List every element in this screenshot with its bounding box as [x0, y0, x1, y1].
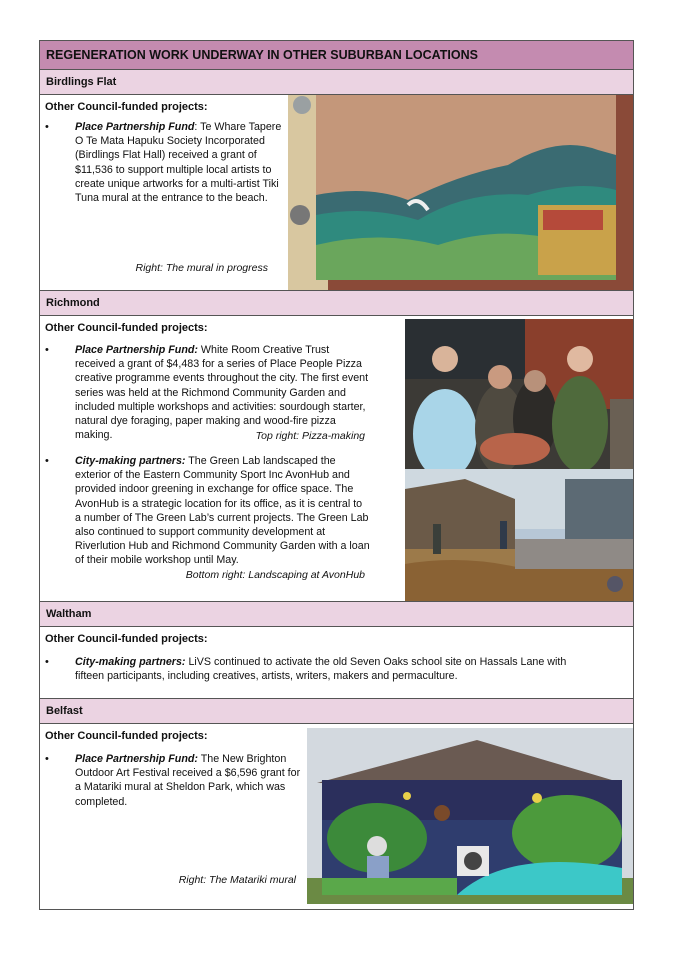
project-text: Te Whare Tapere O Te Mata Hapuku Society Incorporated (Birdlings Flat Hall) received a grant of $11,536 to support multiple local artists to create unique artworks for a multi-artist Tiki Tuna mural at the entrance to the beach.: [75, 121, 282, 205]
project-paragraph: [75, 343, 371, 442]
location-heading-belfast: Belfast: [40, 699, 633, 724]
photo-caption: Bottom right: Landscaping at AvonHub: [185, 569, 365, 581]
bullet: •: [45, 656, 49, 668]
section-waltham: [40, 627, 633, 699]
location-heading-waltham: Waltham: [40, 602, 633, 627]
subheading: Other Council-funded projects:: [45, 101, 208, 113]
bullet: •: [45, 121, 49, 133]
project-text: The Green Lab landscaped the exterior of the Eastern Community Sport Inc AvonHub and provided indoor greening in exchange for office space. The AvonHub is a strategic location for its office, as it is central to a number of The Green Lab’s current projects. The Green Lab also continued to support community development at Riverlution Hub and Richmond Community Garden with a loan of their mobile workshop until May.: [75, 455, 370, 567]
section-belfast: [40, 724, 633, 909]
bullet: •: [45, 455, 49, 467]
project-text: The New Brighton Outdoor Art Festival received a $6,596 grant for a Matariki mural at Sheldon Park, which was completed.: [75, 753, 301, 808]
photo-caption: Right: The Matariki mural: [178, 874, 296, 886]
project-label: City-making partners:: [75, 455, 186, 467]
project-label: City-making partners:: [75, 656, 186, 668]
location-heading-birdlings-flat: Birdlings Flat: [40, 70, 633, 95]
project-text: White Room Creative Trust received a grant of $4,483 for a series of Place People Pizza creative programme events throughout the city. The first event series was held at the Richmond Community Garden and included multiple workshops and activities: sourdough starter, natural dye foraging, paper making and wood-fire pizza making.: [75, 344, 369, 442]
matariki-mural-photo: [307, 728, 633, 904]
project-paragraph: [75, 655, 595, 683]
label-separator: :: [194, 121, 201, 133]
project-paragraph: [75, 120, 283, 205]
project-text: LiVS continued to activate the old Seven Oaks school site on Hassals Lane with fifteen participants, including creatives, artists, writers, makers and permaculture.: [75, 656, 567, 683]
project-label: Place Partnership Fund: [75, 121, 195, 133]
photo-caption: Right: The mural in progress: [135, 262, 268, 274]
bullet: •: [45, 344, 49, 356]
subheading: Other Council-funded projects:: [45, 730, 208, 742]
project-label: Place Partnership Fund:: [75, 753, 198, 765]
project-label: Place Partnership Fund:: [75, 344, 198, 356]
subheading: Other Council-funded projects:: [45, 322, 208, 334]
pizza-making-photo: [405, 319, 633, 469]
photo-caption: Top right: Pizza-making: [255, 430, 365, 442]
subheading: Other Council-funded projects:: [45, 633, 208, 645]
project-paragraph: [75, 454, 371, 568]
report-panel: [39, 40, 634, 910]
landscaping-photo: [405, 469, 633, 601]
location-heading-richmond: Richmond: [40, 291, 633, 316]
page-title: REGENERATION WORK UNDERWAY IN OTHER SUBURBAN LOCATIONS: [40, 41, 633, 70]
section-birdlings-flat: [40, 95, 633, 291]
project-paragraph: [75, 752, 301, 809]
section-richmond: [40, 316, 633, 602]
bullet: •: [45, 753, 49, 765]
mosaic-mural-photo: [288, 95, 633, 290]
